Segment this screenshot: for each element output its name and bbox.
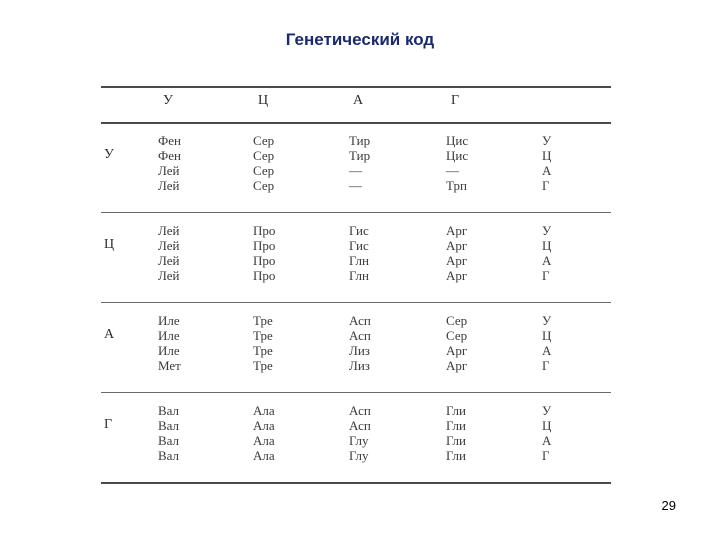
table-cell: Гис	[349, 238, 369, 253]
table-cell: Гли	[446, 403, 466, 418]
column-header-u: У	[163, 93, 173, 108]
table-cell: Асп	[349, 403, 371, 418]
table-cell: Лиз	[349, 343, 370, 358]
table-cell: —	[446, 163, 459, 178]
table-cell: Тре	[253, 313, 273, 328]
row-label-a: А	[104, 327, 115, 342]
table-cell: Арг	[446, 223, 468, 238]
table-cell: Тир	[349, 133, 371, 148]
table-cell: А	[542, 163, 552, 178]
table-cell: Про	[253, 253, 276, 268]
table-cell: У	[542, 313, 552, 328]
column-cells-c	[253, 223, 275, 283]
column-cells-g	[446, 223, 467, 283]
column-cells-a	[349, 133, 370, 193]
table-cell: Тре	[253, 358, 273, 373]
table-cell: Арг	[446, 358, 468, 373]
table-cell: У	[542, 223, 552, 238]
column-cells-u	[158, 133, 181, 193]
table-row-group-u	[101, 133, 611, 193]
table-bottom-rule	[101, 482, 611, 484]
table-cell: Тир	[349, 148, 371, 163]
table-cell: —	[349, 163, 362, 178]
column-cells-c	[253, 133, 274, 193]
table-cell: У	[542, 403, 552, 418]
table-cell: Вал	[158, 433, 180, 448]
table-cell: Вал	[158, 403, 180, 418]
table-cell: Трп	[446, 178, 467, 193]
column-header-g: Г	[451, 93, 460, 108]
group-divider	[101, 212, 611, 213]
table-cell: А	[542, 343, 552, 358]
table-cell: Иле	[158, 313, 180, 328]
table-row-group-g	[101, 403, 611, 463]
table-cell: Ц	[542, 148, 552, 163]
header-bottom-rule	[101, 122, 611, 124]
table-cell: Арг	[446, 253, 468, 268]
page-number: 29	[661, 498, 676, 513]
group-divider	[101, 302, 611, 303]
table-cell: Сер	[253, 178, 275, 193]
table-cell: Глн	[349, 253, 369, 268]
table-cell: Вал	[158, 448, 180, 463]
table-cell: Иле	[158, 343, 180, 358]
table-cell: Сер	[253, 133, 275, 148]
table-row-group-c	[101, 223, 611, 283]
table-cell: Ала	[253, 403, 275, 418]
column-cells-g	[446, 133, 468, 193]
table-cell: Лей	[158, 268, 180, 283]
third-base-column	[542, 133, 551, 193]
row-label-g: Г	[104, 417, 113, 432]
table-cell: Про	[253, 223, 276, 238]
table-cell: Сер	[253, 148, 275, 163]
table-cell: Вал	[158, 418, 180, 433]
table-cell: Ала	[253, 418, 275, 433]
column-cells-a	[349, 223, 369, 283]
table-cell: Фен	[158, 133, 181, 148]
slide-title: Генетический код	[285, 30, 435, 49]
table-cell: Фен	[158, 148, 181, 163]
table-cell: Про	[253, 268, 276, 283]
table-cell: Лей	[158, 163, 180, 178]
table-cell: Сер	[446, 313, 468, 328]
table-cell: Сер	[446, 328, 468, 343]
table-cell: Арг	[446, 268, 468, 283]
table-cell: Ц	[542, 418, 552, 433]
table-cell: Гли	[446, 433, 466, 448]
row-label-c: Ц	[104, 237, 115, 252]
column-cells-g	[446, 313, 467, 373]
column-cells-a	[349, 403, 371, 463]
table-cell: Гли	[446, 448, 466, 463]
row-label-u: У	[104, 147, 114, 162]
table-cell: Гис	[349, 223, 369, 238]
table-cell: Ц	[542, 238, 552, 253]
table-cell: Глу	[349, 433, 369, 448]
group-divider	[101, 392, 611, 393]
table-cell: Тре	[253, 343, 273, 358]
column-cells-u	[158, 403, 179, 463]
table-cell: Г	[542, 358, 550, 373]
column-cells-u	[158, 313, 181, 373]
table-cell: Асп	[349, 313, 371, 328]
table-cell: Иле	[158, 328, 180, 343]
table-cell: Г	[542, 448, 550, 463]
column-cells-c	[253, 313, 273, 373]
table-cell: Ц	[542, 328, 552, 343]
table-cell: У	[542, 133, 552, 148]
column-header-c: Ц	[258, 93, 269, 108]
column-cells-c	[253, 403, 275, 463]
table-cell: Асп	[349, 418, 371, 433]
table-cell: Глн	[349, 268, 369, 283]
table-cell: Лей	[158, 238, 180, 253]
table-cell: А	[542, 433, 552, 448]
column-cells-g	[446, 403, 466, 463]
table-cell: Асп	[349, 328, 371, 343]
table-cell: Ала	[253, 433, 275, 448]
table-cell: Тре	[253, 328, 273, 343]
table-cell: Арг	[446, 238, 468, 253]
table-cell: Лей	[158, 253, 180, 268]
third-base-column	[542, 403, 551, 463]
table-cell: Про	[253, 238, 276, 253]
column-header-a: А	[353, 93, 364, 108]
column-cells-a	[349, 313, 371, 373]
table-cell: Г	[542, 178, 550, 193]
table-cell: Ала	[253, 448, 275, 463]
third-base-column	[542, 313, 551, 373]
table-cell: Лей	[158, 178, 180, 193]
table-cell: Арг	[446, 343, 468, 358]
table-cell: Глу	[349, 448, 369, 463]
table-cell: Сер	[253, 163, 275, 178]
table-cell: Лиз	[349, 358, 370, 373]
column-cells-u	[158, 223, 179, 283]
table-top-rule	[101, 86, 611, 88]
table-cell: Цис	[446, 148, 469, 163]
table-cell: Цис	[446, 133, 469, 148]
table-cell: Лей	[158, 223, 180, 238]
table-row-group-a	[101, 313, 611, 373]
table-cell: А	[542, 253, 552, 268]
genetic-code-table	[101, 86, 611, 486]
table-cell: —	[349, 178, 362, 193]
third-base-column	[542, 223, 551, 283]
table-cell: Г	[542, 268, 550, 283]
table-cell: Гли	[446, 418, 466, 433]
table-cell: Мет	[158, 358, 181, 373]
